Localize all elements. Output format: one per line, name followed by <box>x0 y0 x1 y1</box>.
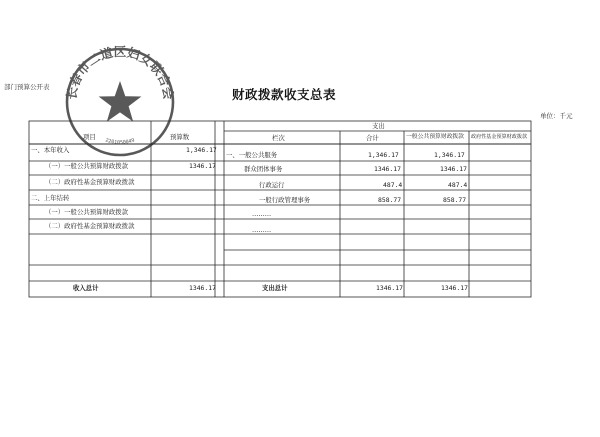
left-row-label: （一）一般公共预算财政拨款 <box>45 208 129 216</box>
header-column-name: 栏次 <box>272 134 285 142</box>
left-row-value: 1,346.17 <box>186 146 217 154</box>
left-row-value: 1346.17 <box>189 162 216 170</box>
svg-text:2201050049 <box>105 137 136 145</box>
right-row-general: 487.4 <box>448 181 468 189</box>
right-row-label: 行政运行 <box>259 181 285 189</box>
expense-general-total: 1346.17 <box>441 284 468 292</box>
right-row-label: 一、一般公共服务 <box>226 151 278 159</box>
header-item: 项目 <box>83 133 96 141</box>
page-title: 财政拨款收支总表 <box>232 87 337 102</box>
right-row-label: ……… <box>252 226 272 234</box>
header-total: 合计 <box>366 134 379 142</box>
left-row-label: （二）政府性基金预算财政拨款 <box>45 222 135 230</box>
expense-total-label: 支出总计 <box>262 284 288 292</box>
right-row-label: 一般行政管理事务 <box>259 196 311 204</box>
income-total-value: 1346.17 <box>189 284 216 292</box>
left-row-label: （一）一般公共预算财政拨款 <box>45 162 129 170</box>
right-row-label: ……… <box>252 210 272 218</box>
seal-code: 2201050049 <box>104 137 136 146</box>
income-total-label: 收入总计 <box>73 284 99 292</box>
right-row-general: 1,346.17 <box>434 151 465 159</box>
header-expense: 支出 <box>372 122 385 130</box>
header-budget: 预算数 <box>170 133 190 141</box>
right-row-general: 858.77 <box>443 196 467 204</box>
dept-tag: 部门预算公开表 <box>4 83 50 91</box>
header-general-budget: 一般公共预算财政拨款 <box>406 134 464 140</box>
expense-total-value: 1346.17 <box>376 284 403 292</box>
left-row-label: 一、本年收入 <box>31 146 70 154</box>
header-fund-budget: 政府性基金预算财政拨款 <box>471 134 528 140</box>
right-row-label: 群众团体事务 <box>244 165 283 173</box>
right-row-total: 858.77 <box>378 196 402 204</box>
left-row-label: （二）政府性基金预算财政拨款 <box>45 178 135 186</box>
official-seal <box>62 44 178 160</box>
right-row-total: 487.4 <box>383 181 403 189</box>
right-row-total: 1,346.17 <box>368 151 399 159</box>
right-row-total: 1346.17 <box>374 165 401 173</box>
left-row-label: 二、上年结转 <box>31 194 70 202</box>
star-icon <box>99 81 142 122</box>
unit-label: 单位：千元 <box>540 112 573 120</box>
seal-text: 长春市二道区妇女联合会 <box>63 44 177 101</box>
right-row-general: 1346.17 <box>440 165 467 173</box>
